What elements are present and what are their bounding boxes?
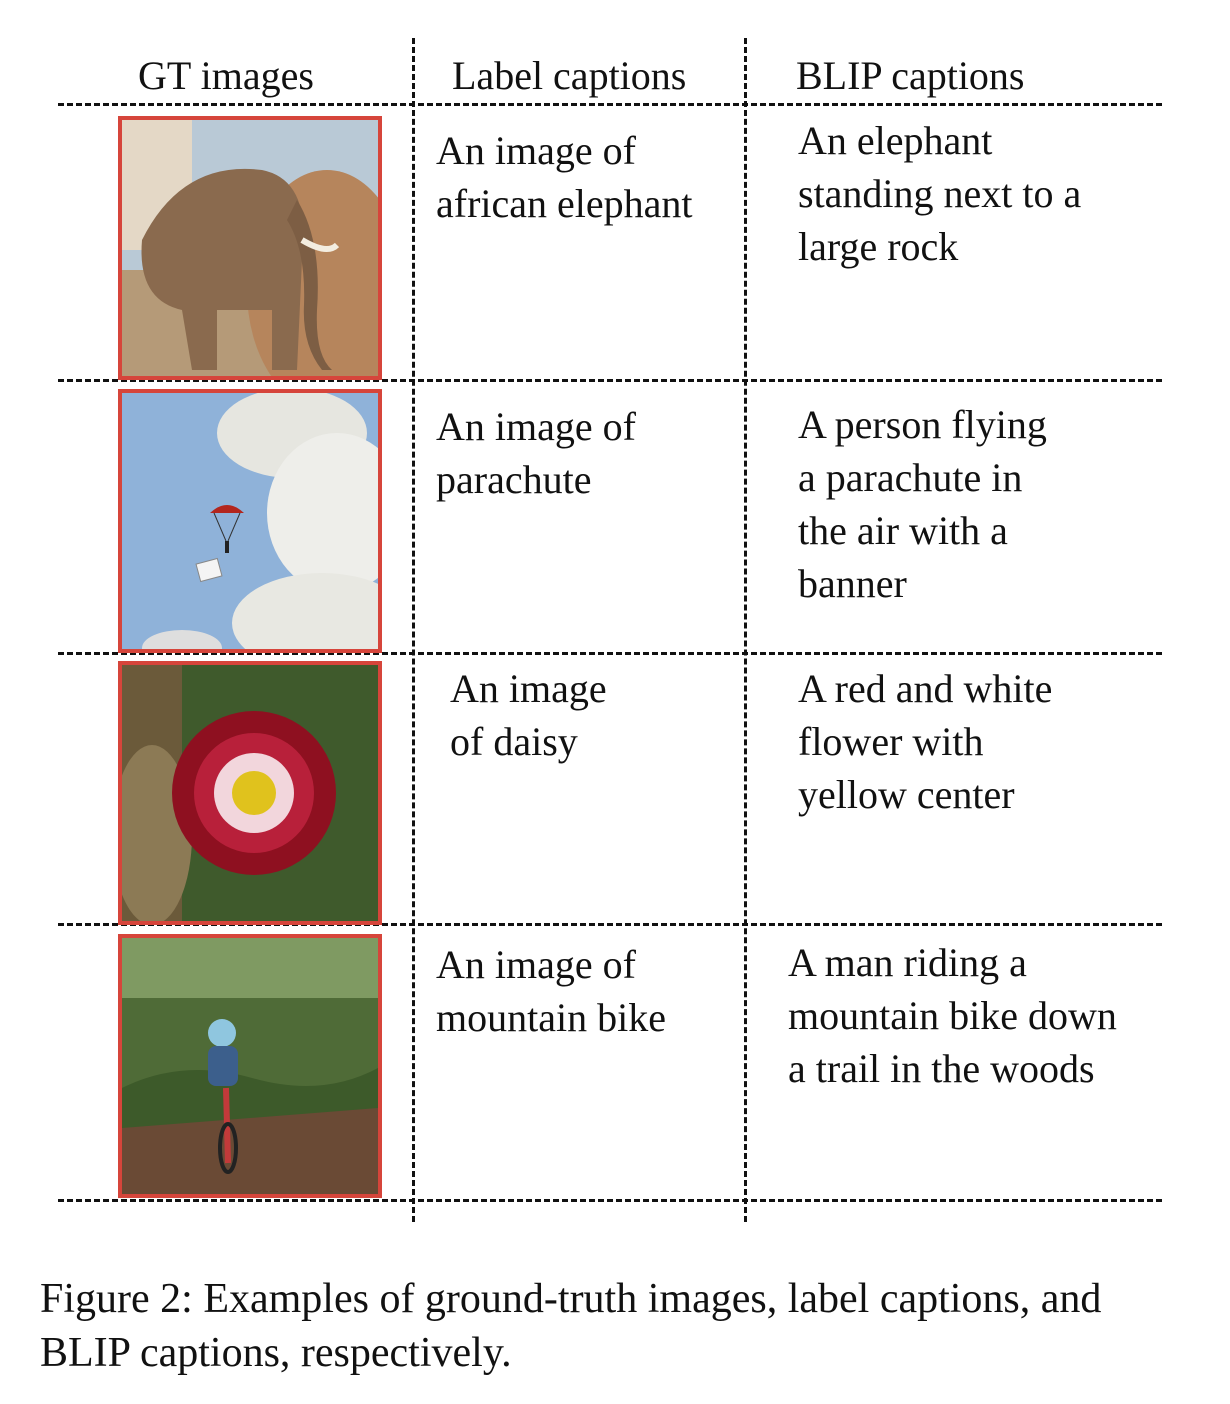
label-caption-4: An image of mountain bike xyxy=(436,942,666,1040)
header-blip-captions: BLIP captions xyxy=(796,53,1025,98)
gt-image-parachute xyxy=(118,389,382,653)
column-divider-1 xyxy=(412,38,415,1222)
row-divider-4 xyxy=(58,1199,1162,1202)
header-gt-images: GT images xyxy=(138,53,314,98)
label-caption-1: An image of african elephant xyxy=(436,128,693,226)
blip-caption-3: A red and white flower with yellow center xyxy=(798,666,1053,817)
row-divider-0 xyxy=(58,103,1162,106)
blip-caption-2: A person flying a parachute in the air with a banner xyxy=(798,402,1047,606)
blip-caption-1: An elephant standing next to a large rock xyxy=(798,118,1082,269)
elephant-photo-icon xyxy=(122,120,378,376)
mountain-bike-photo-icon xyxy=(122,938,378,1194)
daisy-photo-icon xyxy=(122,665,378,921)
label-caption-2: An image of parachute xyxy=(436,404,636,502)
gt-image-daisy xyxy=(118,661,382,925)
parachute-photo-icon xyxy=(122,393,378,649)
label-caption-3: An image of daisy xyxy=(450,666,607,764)
header-label-captions: Label captions xyxy=(452,53,687,98)
column-divider-2 xyxy=(744,38,747,1222)
blip-caption-4: A man riding a mountain bike down a trail in the woods xyxy=(788,940,1117,1091)
gt-image-mountain-bike xyxy=(118,934,382,1198)
gt-image-elephant xyxy=(118,116,382,380)
figure-caption: Figure 2: Examples of ground-truth images, label captions, and BLIP captions, respectively. xyxy=(40,1276,1102,1376)
